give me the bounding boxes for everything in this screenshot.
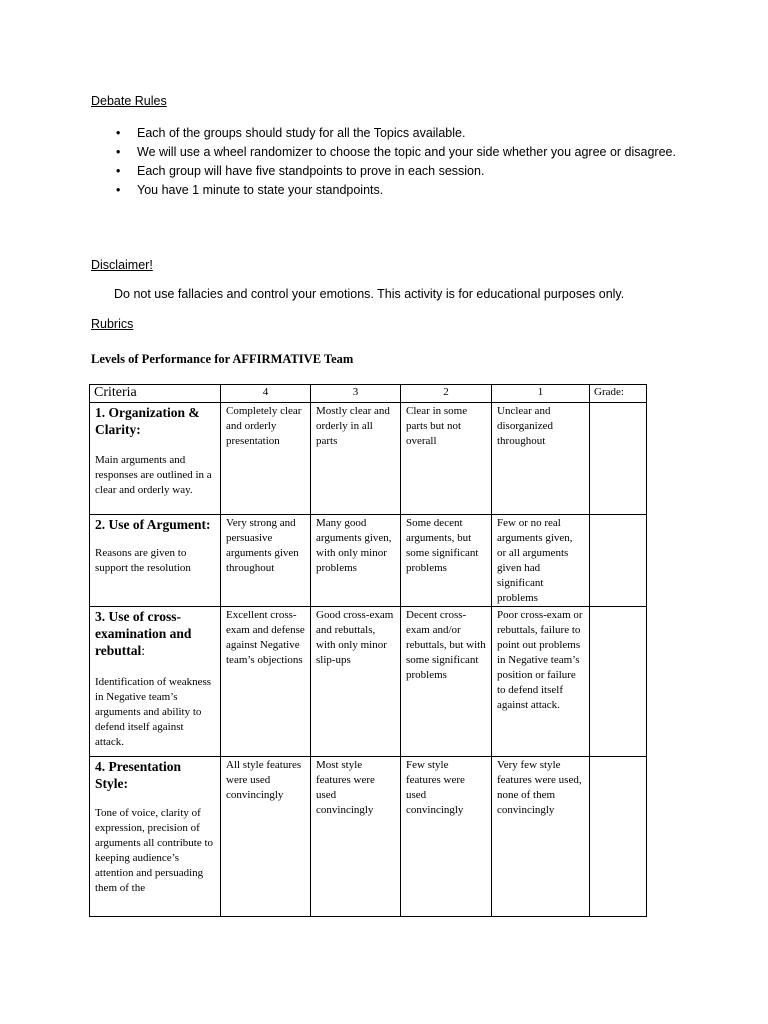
criteria-cell bbox=[90, 607, 221, 757]
debate-rules-list bbox=[116, 124, 676, 200]
rule-item bbox=[116, 143, 676, 162]
criteria-title: 2. Use of Argument: bbox=[95, 517, 211, 532]
level-4-cell: Excellent cross-exam and defense against Negative team’s objections bbox=[221, 607, 311, 757]
levels-of-performance-title: Levels of Performance for AFFIRMATIVE Team bbox=[91, 352, 354, 366]
header-level-2: 2 bbox=[401, 385, 492, 403]
rubric-header-row bbox=[90, 385, 647, 403]
level-1-cell: Poor cross-exam or rebuttals, failure to point out problems in Negative team’s position or failure to defend itself against attack. bbox=[492, 607, 590, 757]
bullet-icon: • bbox=[116, 164, 121, 178]
level-2-cell: Some decent arguments, but some significant problems bbox=[401, 515, 492, 607]
level-3-cell: Many good arguments given, with only minor problems bbox=[311, 515, 401, 607]
criteria-description: Main arguments and responses are outlined in a clear and orderly way. bbox=[95, 454, 212, 496]
criteria-cell bbox=[90, 515, 221, 607]
grade-cell[interactable] bbox=[590, 403, 647, 515]
rubric-row-cross-examination bbox=[90, 607, 647, 757]
criteria-title: 1. Organization & Clarity: bbox=[95, 405, 200, 437]
level-2-cell: Decent cross-exam and/or rebuttals, but with some significant problems bbox=[401, 607, 492, 757]
criteria-cell bbox=[90, 403, 221, 515]
bullet-icon: • bbox=[116, 145, 121, 159]
level-2-cell: Few style features were used convincingly bbox=[401, 757, 492, 917]
rule-item bbox=[116, 124, 676, 143]
level-2-cell: Clear in some parts but not overall bbox=[401, 403, 492, 515]
header-grade: Grade: bbox=[590, 385, 647, 403]
rule-text: We will use a wheel randomizer to choose the topic and your side whether you agree or disagree. bbox=[137, 145, 676, 159]
level-1-cell: Few or no real arguments given, or all arguments given had significant problems bbox=[492, 515, 590, 607]
disclaimer-heading: Disclaimer! bbox=[91, 258, 153, 272]
level-4-cell: All style features were used convincingly bbox=[221, 757, 311, 917]
criteria-title: 3. Use of cross-examination and rebuttal: bbox=[95, 609, 192, 658]
level-3-cell: Mostly clear and orderly in all parts bbox=[311, 403, 401, 515]
header-criteria: Criteria bbox=[90, 385, 221, 403]
disclaimer-text: Do not use fallacies and control your emotions. This activity is for educational purposes only. bbox=[114, 287, 625, 301]
criteria-description: Tone of voice, clarity of expression, precision of arguments all contribute to keeping audience’s attention and persuading them of the bbox=[95, 807, 214, 894]
criteria-title: 4. Presentation Style: bbox=[95, 759, 181, 791]
rule-item bbox=[116, 181, 676, 200]
criteria-cell bbox=[90, 757, 221, 917]
grade-cell[interactable] bbox=[590, 515, 647, 607]
level-4-cell: Completely clear and orderly presentation bbox=[221, 403, 311, 515]
criteria-description: Reasons are given to support the resolution bbox=[95, 547, 191, 574]
rubric-table bbox=[89, 384, 647, 917]
rubric-row-presentation-style bbox=[90, 757, 647, 917]
header-level-3: 3 bbox=[311, 385, 401, 403]
level-3-cell: Good cross-exam and rebuttals, with only minor slip-ups bbox=[311, 607, 401, 757]
level-1-cell: Unclear and disorganized throughout bbox=[492, 403, 590, 515]
rule-text: Each group will have five standpoints to prove in each session. bbox=[137, 164, 485, 178]
criteria-description: Identification of weakness in Negative team’s arguments and ability to defend itself against attack. bbox=[95, 676, 212, 748]
level-4-cell: Very strong and persuasive arguments given throughout bbox=[221, 515, 311, 607]
header-level-4: 4 bbox=[221, 385, 311, 403]
level-1-cell: Very few style features were used, none of them convincingly bbox=[492, 757, 590, 917]
level-3-cell: Most style features were used convincingly bbox=[311, 757, 401, 917]
bullet-icon: • bbox=[116, 183, 121, 197]
rubrics-heading: Rubrics bbox=[91, 317, 134, 331]
debate-rules-heading: Debate Rules bbox=[91, 94, 167, 108]
grade-cell[interactable] bbox=[590, 607, 647, 757]
header-level-1: 1 bbox=[492, 385, 590, 403]
rule-text: You have 1 minute to state your standpoints. bbox=[137, 183, 384, 197]
rubric-row-organization bbox=[90, 403, 647, 515]
rule-item bbox=[116, 162, 676, 181]
bullet-icon: • bbox=[116, 126, 121, 140]
rule-text: Each of the groups should study for all the Topics available. bbox=[137, 126, 466, 140]
grade-cell[interactable] bbox=[590, 757, 647, 917]
rubric-row-argument bbox=[90, 515, 647, 607]
